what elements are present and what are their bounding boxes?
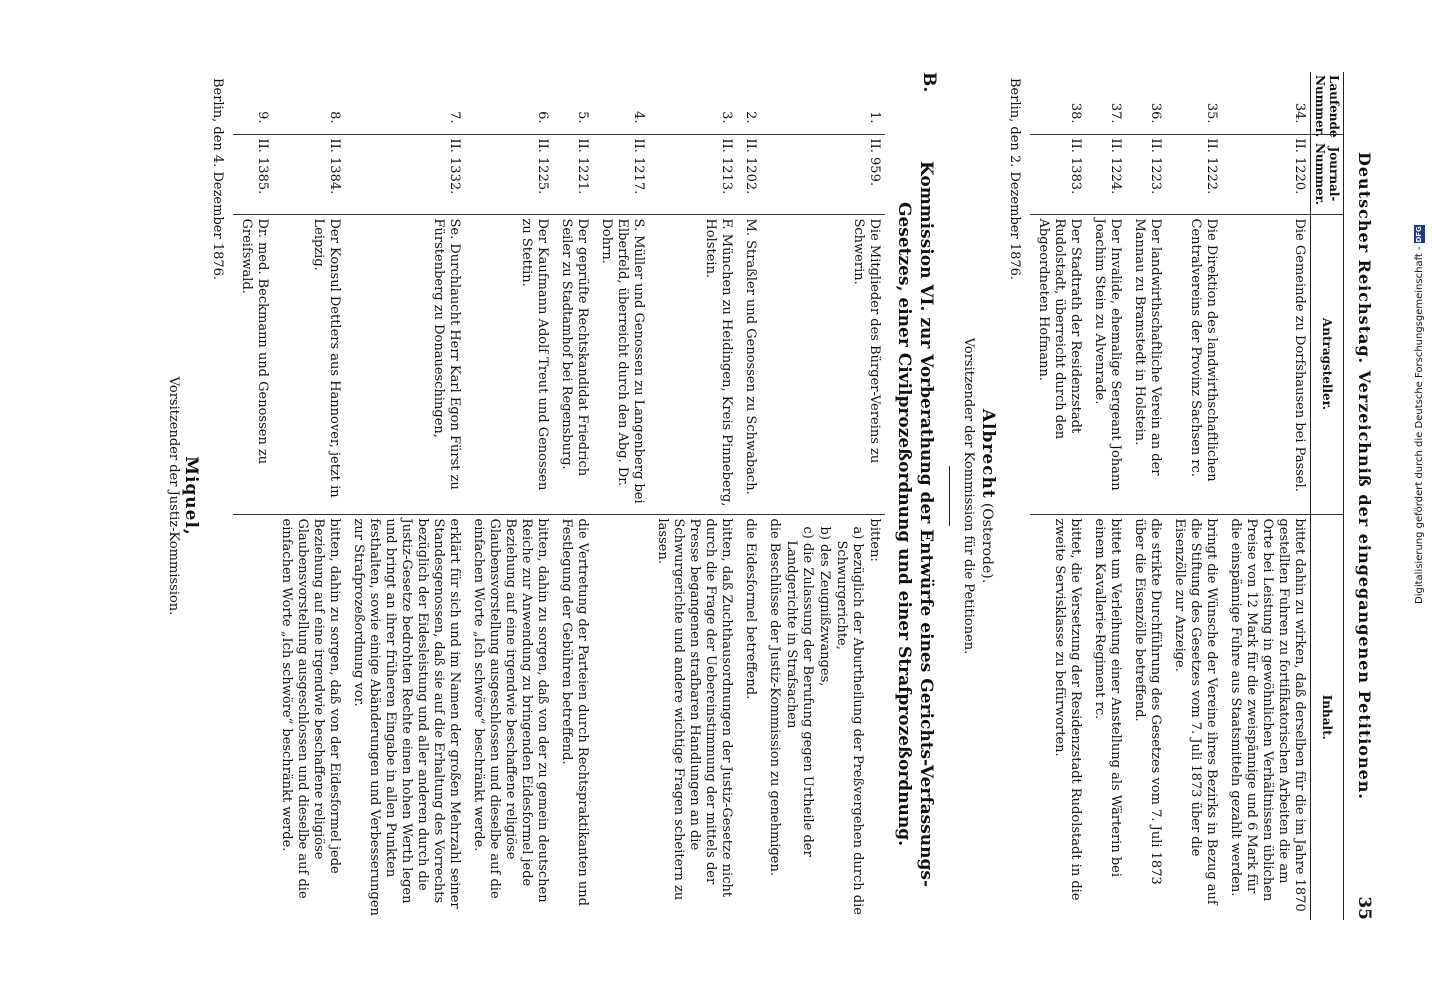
row-number: 37. [1108,102,1123,124]
row-journal: II. 1332. [345,134,465,214]
row-antragsteller: Dr. med. Beckmann und Genossen zu Greifswald. [233,214,273,514]
row-antragsteller: Die Mitglieder des Bürger-Vereins zu Schwerin. [761,214,885,514]
table-row [593,72,649,920]
row-number: 9. [255,111,270,124]
row-antragsteller: Se. Durchlaucht Herr Karl Egon Fürst zu Fürstenberg zu Donaueschingen, [345,214,465,514]
table-row [1126,72,1166,920]
row-journal: II. 1222. [1166,134,1222,214]
inhalt-outro: die Beschlüsse der Justiz-Kommission zu genehmigen. [767,518,782,876]
digitization-credit [1411,214,1429,604]
inhalt-item: b) des Zeugnißzwanges, [817,526,832,687]
row-antragsteller: S. Müller und Genossen zu Langenberg bei Elberfeld, überreicht durch den Abg. Dr. Dohrn. [593,214,649,514]
row-inhalt: bitten, dahin zu sorgen, daß von der zu gemein deutschen Reiche zur Anwendung zu bringenden Eidesformel jede Beziehung auf eine irgendwie beschaffene religiöse Glaubensvorstellung ausgeschlossen und dieselbe auf die einfachen Worte „Ich schwöre“ beschränkt werde. [465,514,553,920]
table-row [761,72,885,920]
row-number: 4. [631,111,646,124]
row-inhalt: bringt die Wünsche der Vereine ihres Bezirks in Bezug auf die Stiftung des Gesetzes vom 7. Juli 1873 über die Eisenzölle zur Anzeige. [1166,514,1222,920]
row-inhalt: die Eidesformel betreffend. [737,514,761,920]
row-inhalt: bitten, daß Zuchthausordnungen der Justiz-Gesetze nicht durch die Frage der Uebereinstimmung der mittels der Presse begangenen strafbaren Handlungen an die Schwurgerichte und andere wichtige Fragen scheitern zu lassen. [649,514,737,920]
row-antragsteller: Der Konsul Dettlers aus Hannover, jetzt in Leipzig. [273,214,345,514]
table-row [233,72,273,920]
date-line: Berlin, den 2. Dezember 1876. [1007,78,1022,281]
credit-text: Digitalisierung gefördert durch die Deutsche Forschungsgemeinschaft - [1414,246,1425,604]
row-number: 35. [1204,102,1219,124]
dfg-logo-icon: DFG [1414,226,1423,243]
row-number: 34. [1292,102,1307,124]
table-row [1086,72,1126,920]
row-inhalt: erklärt für sich und im Namen der großen Mehrzahl seiner Standesgenossen, daß sie auf die Erhaltung des Vorrechts bezüglich der Eidesleistung und aller anderen durch die Justiz-Gesetze bedrohten Rechte einen hohen Werth legen und bringt an ihrer früheren Eingabe in allen Punkten festhalten, sowie einige Abänderungen und Verbesserungen zur Strafprozeßordnung vor. [345,514,465,920]
row-journal: II. 1213. [649,134,737,214]
signature-role: Vorsitzender der Justiz-Kommission. [166,376,181,616]
row-inhalt: die strikte Durchführung des Gesetzes vom 7. Juli 1873 über die Eisenzölle betreffend. [1126,514,1166,920]
inhalt-item: c) die Zulassung der Berufung gegen Urtheile der Landgerichte in Strafsachen [784,526,815,857]
row-journal: II. 1223. [1126,134,1166,214]
row-number: 36. [1148,102,1163,124]
table-row [345,72,465,920]
col-header-antragsteller: Antragsteller. [1311,214,1344,514]
row-number: 5. [575,111,590,124]
page-title: Deutscher Reichstag. Verzeichniß der eingegangenen Petitionen. [1355,152,1374,800]
row-journal: II. 1220. [1222,134,1311,214]
row-antragsteller: Der Stadtrath der Residenzstadt Rudolstadt, überreicht durch den Abgeordneten Hofmann. [1030,214,1086,514]
row-antragsteller: M. Straßler und Genossen zu Schwabach. [737,214,761,514]
table-header-row [1311,72,1344,920]
signature-block [960,72,996,920]
table-row [553,72,593,920]
row-inhalt: die Vertretung der Parteien durch Rechtspraktikanten und Festlegung der Gebühren betreffend. [553,514,593,920]
col-header-inhalt: Inhalt. [1311,514,1344,920]
divider [949,466,950,526]
signature-place: (Osterode). [979,502,995,584]
row-antragsteller: F. München zu Heidingen, Kreis Pinneberg, Holstein. [649,214,737,514]
row-antragsteller: Der landwirthschaftliche Verein an der Mannau zu Bramstedt in Holstein. [1126,214,1166,514]
signature-name: Albrecht [978,408,998,499]
table-row [1030,72,1086,920]
section-title: Kommission VI. zur Vorberathung der Entwürfe eines Gerichts-Verfassungs-Gesetzes, einer Civilprozeßordnung und einer Strafprozeßordnung. [894,160,936,888]
table-row [649,72,737,920]
section-b-heading [893,72,937,920]
row-number: 2. [743,111,758,124]
row-inhalt: bittet um Verleihung einer Anstellung als Wärterin bei einem Kavallerie-Regiment rc. [1086,514,1126,920]
page-number: 35 [1354,896,1374,920]
row-antragsteller: Die Gemeinde zu Dorfshausen bei Passel. [1222,214,1311,514]
page-header [1344,72,1378,920]
row-inhalt [593,514,649,920]
row-journal: II. 1384. [273,134,345,214]
table-row [273,72,345,920]
row-inhalt: bitten, dahin zu sorgen, daß von der Eidesformel jede Beziehung auf eine irgendwie beschaffene religiöse Glaubensvorstellung ausgeschlossen und dieselbe auf die einfachen Worte „Ich schwöre“ beschränkt werde. [273,514,345,920]
row-journal: II. 1202. [737,134,761,214]
row-number: 38. [1068,102,1083,124]
inhalt-item: a) bezüglich der Aburtheilung der Preßvergehen durch die Schwurgerichte, [834,526,865,915]
row-journal: II. 1221. [553,134,593,214]
row-journal: II. 1385. [233,134,273,214]
row-number: 3. [719,111,734,124]
row-journal: II. 1224. [1086,134,1126,214]
petition-table-b [233,72,885,920]
col-header-laufende: Laufende Nummer. [1311,72,1344,134]
row-antragsteller: Der Invalide, ehemalige Sergeant Johann Joachim Stein zu Alvenrade. [1086,214,1126,514]
signature-role: Vorsitzender der Kommission für die Petitionen. [961,337,976,655]
row-antragsteller: Der geprüfte Rechtskandidat Friedrich Seiler zu Stadtamhof bei Regensburg. [553,214,593,514]
row-inhalt: bittet dahin zu wirken, daß derselben für die im Jahre 1870 gestellten Fuhren zu fortifikatorischen Arbeiten die am Orte bei Leistung in gewöhnlichen Verhältnissen üblichen Preise von 12 Mark für die zweispännige und 6 Mark für die einspännige Fuhre aus Staatsmitteln gezahlt werden. [1222,514,1311,920]
row-antragsteller: Der Kaufmann Adolf Treut und Genossen zu Stettin. [465,214,553,514]
inhalt-intro: bitten: [867,518,882,562]
table-row [1222,72,1311,920]
row-inhalt [233,514,273,920]
section-letter: B. [919,72,939,93]
signature-name: Miquel, [181,456,201,536]
row-antragsteller: Die Direktion des landwirthschaftlichen Centralvereins der Provinz Sachsen rc. [1166,214,1222,514]
signature-block [165,72,199,920]
date-line: Berlin, den 4. Dezember 1876. [210,78,225,281]
table-row [1166,72,1222,920]
row-number: 7. [447,111,462,124]
row-inhalt: bittet, die Versetzung der Residenzstadt Rudolstadt in die zweite Servisklasse zu befürworten. [1030,514,1086,920]
table-row [737,72,761,920]
row-journal: II. 959. [761,134,885,214]
table-row [465,72,553,920]
row-journal: II. 1225. [465,134,553,214]
col-header-journal: Journal-Nummer. [1311,134,1344,214]
row-journal: II. 1217. [593,134,649,214]
row-journal: II. 1383. [1030,134,1086,214]
row-number: 8. [327,111,342,124]
row-number: 6. [535,111,550,124]
row-number: 1. [867,111,882,124]
petition-table-a [1030,72,1344,920]
row-inhalt [761,514,885,920]
